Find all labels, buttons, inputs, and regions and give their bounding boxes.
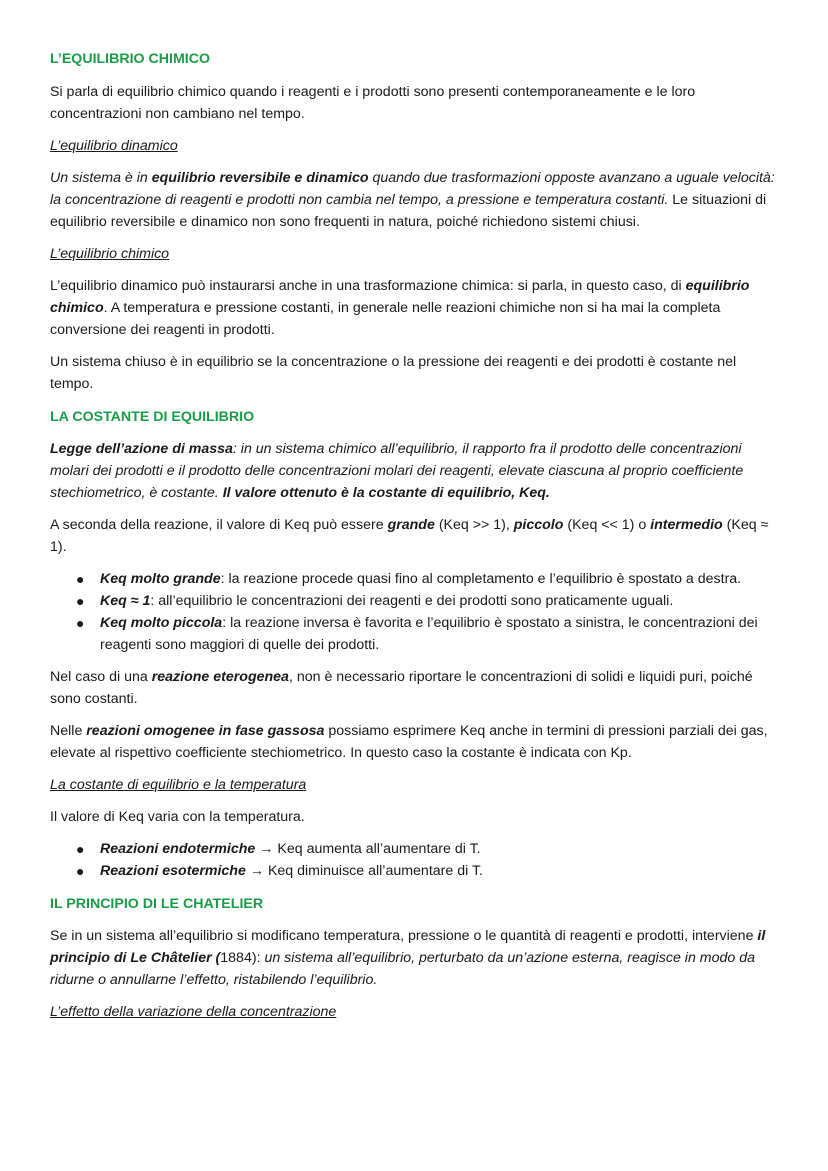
paragraph-equilibrio-dinamico: Un sistema è in equilibrio reversibile e dinamico quando due trasformazioni opposte avanzano a uguale velocità: la concentrazione di reagenti e prodotti non cambia nel tempo, a pressione e temperatura costanti. Le situazioni di equilibrio reversibile e dinamico non sono frequenti in natura, poiché richiedono sistemi chiusi. bbox=[50, 170, 775, 230]
subheading-variazione-concentrazione: L’effetto della variazione della concentrazione bbox=[50, 1004, 337, 1020]
list-item: ● Reazioni endotermiche → Keq aumenta all’aumentare di T. bbox=[50, 838, 778, 860]
paragraph-le-chatelier: Se in un sistema all’equilibrio si modificano temperatura, pressione o le quantità di reagenti e prodotti, interviene il principio di Le Châtelier (1884): un sistema all’equilibrio, perturbato da un’azione esterna, reagisce in modo da ridurne o annullarne l’effetto, ristabilendo l’equilibrio. bbox=[50, 928, 766, 988]
list-item: ● Keq molto grande: la reazione procede quasi fino al completamento e l’equilibrio è spostato a destra. bbox=[50, 568, 778, 590]
paragraph-equilibrio-chimico: L’equilibrio dinamico può instaurarsi anche in una trasformazione chimica: si parla, in questo caso, di equilibrio chimico. A temperatura e pressione costanti, in generale nelle reazioni chimiche non si ha mai la completa conversione dei reagenti in prodotti. bbox=[50, 278, 750, 338]
keq-list bbox=[50, 568, 778, 656]
list-item: ● Reazioni esotermiche → Keq diminuisce all’aumentare di T. bbox=[50, 860, 778, 882]
paragraph-valore-keq: A seconda della reazione, il valore di Keq può essere grande (Keq >> 1), piccolo (Keq << 1) o intermedio (Keq ≈ 1). bbox=[50, 517, 769, 555]
paragraph-legge-azione-massa: Legge dell’azione di massa: in un sistema chimico all’equilibrio, il rapporto fra il prodotto delle concentrazioni molari dei prodotti e il prodotto delle concentrazioni molari dei reagenti, elevate ciascuna al proprio coefficiente stechiometrico, è costante. Il valore ottenuto è la costante di equilibrio, Keq. bbox=[50, 441, 744, 501]
heading-principio-le-chatelier: IL PRINCIPIO DI LE CHATELIER bbox=[50, 896, 264, 912]
subheading-equilibrio-chimico: L’equilibrio chimico bbox=[50, 246, 170, 262]
bullet-icon: ● bbox=[76, 615, 85, 631]
heading-equilibrio-chimico: L’EQUILIBRIO CHIMICO bbox=[50, 51, 211, 67]
intro-paragraph: Si parla di equilibrio chimico quando i reagenti e i prodotti sono presenti contemporaneamente e le loro concentrazioni non cambiano nel tempo. bbox=[50, 84, 696, 122]
bullet-icon: ● bbox=[76, 593, 85, 609]
heading-costante-equilibrio: LA COSTANTE DI EQUILIBRIO bbox=[50, 409, 255, 425]
bullet-icon: ● bbox=[76, 841, 85, 857]
paragraph-reazioni-gassose: Nelle reazioni omogenee in fase gassosa possiamo esprimere Keq anche in termini di pressioni parziali dei gas, elevate al rispettivo coefficiente stechiometrico. In questo caso la costante è indicata con Kp. bbox=[50, 723, 768, 761]
subheading-costante-temperatura: La costante di equilibrio e la temperatura bbox=[50, 777, 307, 793]
bullet-icon: ● bbox=[76, 863, 85, 879]
paragraph-keq-temperatura: Il valore di Keq varia con la temperatura. bbox=[50, 809, 305, 825]
list-item: ● Keq molto piccola: la reazione inversa è favorita e l’equilibrio è spostato a sinistra, le concentrazioni dei reagenti sono maggiori di quelle dei prodotti. bbox=[50, 612, 778, 656]
bullet-icon: ● bbox=[76, 571, 85, 587]
temperature-list bbox=[50, 838, 778, 882]
paragraph-sistema-chiuso: Un sistema chiuso è in equilibrio se la concentrazione o la pressione dei reagenti e dei prodotti è costante nel tempo. bbox=[50, 354, 737, 392]
list-item: ● Keq ≈ 1: all’equilibrio le concentrazioni dei reagenti e dei prodotti sono praticamente uguali. bbox=[50, 590, 778, 612]
paragraph-reazione-eterogenea: Nel caso di una reazione eterogenea, non è necessario riportare le concentrazioni di solidi e liquidi puri, poiché sono costanti. bbox=[50, 669, 753, 707]
subheading-equilibrio-dinamico: L’equilibrio dinamico bbox=[50, 138, 178, 154]
